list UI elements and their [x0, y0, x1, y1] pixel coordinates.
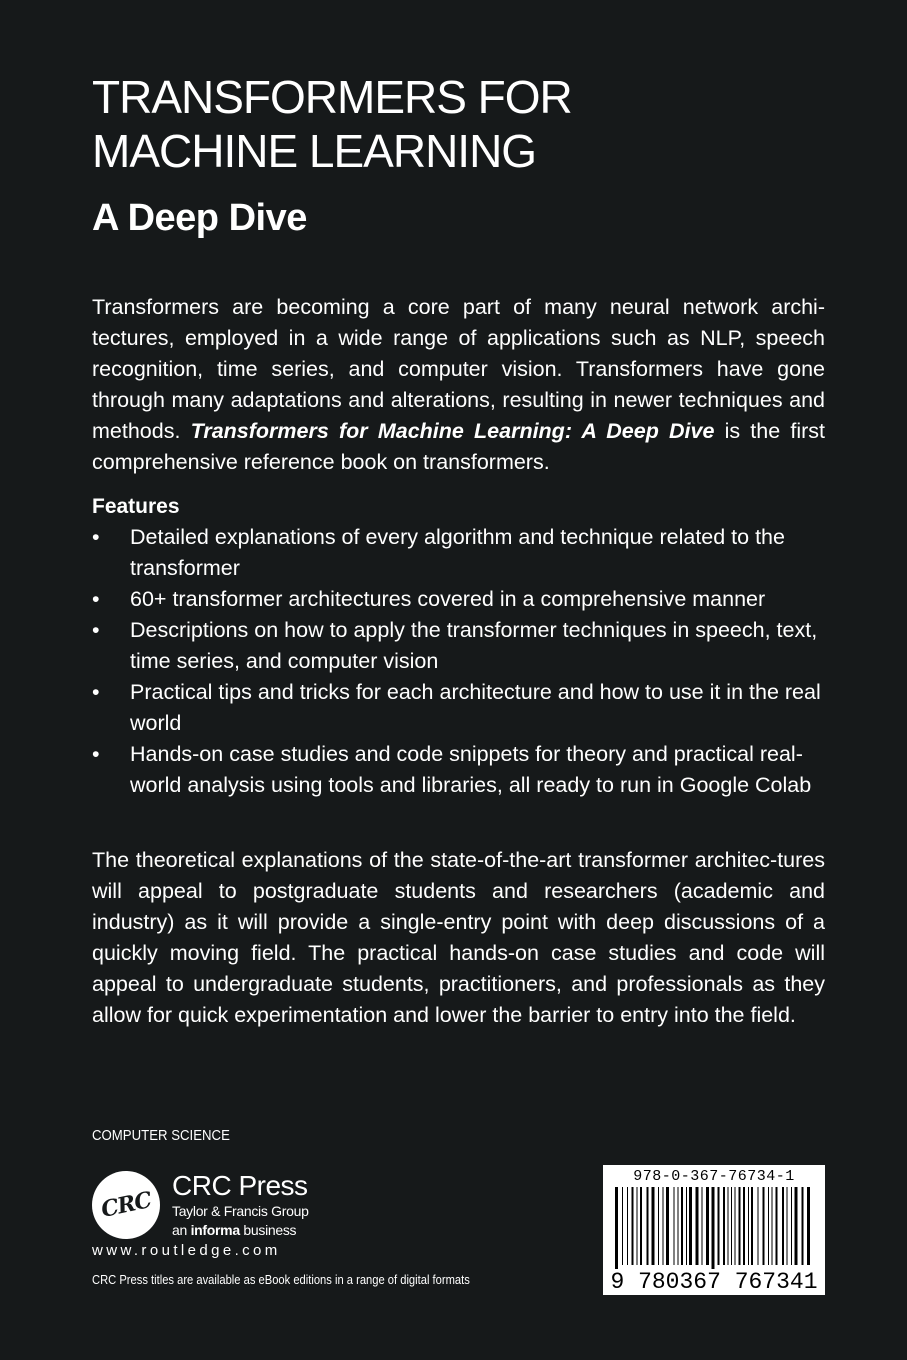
- barcode-bar: [787, 1187, 788, 1265]
- barcode-bar: [622, 1187, 623, 1265]
- barcode-bar: [666, 1187, 669, 1265]
- audience-paragraph: The theoretical explanations of the state-of-the-art transformer architec-tures will appeal to postgraduate students and researchers (academic and industry) as it will provide a single-entry point with deep discussions of a quickly moving field. The practical hands-on case studies and code will appeal to undergraduate students, practitioners, and professionals as they allow for quick experimentation and lower the barrier to entry into the field.: [92, 848, 825, 1027]
- barcode-bar: [652, 1187, 655, 1265]
- barcode-bar: [776, 1187, 778, 1265]
- intro-paragraph: [92, 292, 825, 478]
- barcode-bar: [678, 1187, 679, 1265]
- barcode-bar: [627, 1187, 628, 1265]
- barcode-bar: [739, 1187, 741, 1265]
- bullet-icon: •: [92, 525, 100, 549]
- barcode-bar: [735, 1187, 736, 1265]
- feature-text: Hands-on case studies and code snippets for theory and practical real-world analysis using tools and libraries, all ready to run in Google Colab: [130, 742, 812, 797]
- barcode-bar: [674, 1187, 675, 1265]
- barcode-bar: [689, 1187, 692, 1265]
- barcode-bar: [718, 1187, 720, 1265]
- barcode-bar: [615, 1187, 618, 1269]
- isbn-digits: 9 780367 767341: [610, 1269, 818, 1295]
- barcode-bar: [681, 1187, 683, 1265]
- barcode-bar: [663, 1187, 664, 1265]
- feature-text: 60+ transformer architectures covered in a comprehensive manner: [130, 587, 766, 611]
- barcode-bar: [702, 1187, 703, 1265]
- barcode-bars-icon: [613, 1187, 815, 1269]
- barcode-bar: [782, 1187, 784, 1265]
- book-title: [92, 70, 572, 178]
- barcode-bar: [728, 1187, 729, 1265]
- barcode-bar: [723, 1187, 725, 1265]
- title-line-2: MACHINE LEARNING: [92, 125, 537, 177]
- barcode-bar: [647, 1187, 649, 1265]
- subject-category: COMPUTER SCIENCE: [92, 1127, 230, 1144]
- feature-item: [92, 584, 832, 615]
- publisher-name: CRC Press: [172, 1170, 308, 1201]
- feature-item: [92, 677, 832, 739]
- crc-logo-icon: [92, 1171, 160, 1239]
- features-list: [92, 522, 832, 801]
- book-subtitle: A Deep Dive: [92, 197, 307, 239]
- barcode-bar: [748, 1187, 749, 1265]
- barcode-bar: [743, 1187, 745, 1265]
- barcode-bar: [772, 1187, 773, 1265]
- features-section: [92, 491, 832, 801]
- barcode-bar: [791, 1187, 792, 1265]
- feature-text: Descriptions on how to apply the transformer techniques in speech, text, time series, and computer vision: [130, 618, 818, 673]
- isbn-barcode: [603, 1165, 825, 1295]
- barcode-bar: [706, 1187, 709, 1265]
- barcode-bar: [658, 1187, 659, 1265]
- barcode-bar: [807, 1187, 810, 1265]
- barcode-bar: [802, 1187, 804, 1265]
- barcode-bar: [640, 1187, 642, 1265]
- feature-text: Practical tips and tricks for each architecture and how to use it in the real world: [130, 680, 821, 735]
- intro-text-after: is the first comprehensive reference book on transformers.: [92, 419, 825, 474]
- feature-text: Detailed explanations of every algorithm and technique related to the transformer: [130, 525, 785, 580]
- publisher-website: www.routledge.com: [92, 1242, 281, 1259]
- title-line-1: TRANSFORMERS FOR: [92, 71, 572, 123]
- barcode-bar: [763, 1187, 765, 1265]
- publisher-business: [172, 1221, 296, 1239]
- features-heading: Features: [92, 495, 180, 518]
- publisher-group: Taylor & Francis Group: [172, 1203, 309, 1219]
- bullet-icon: •: [92, 680, 100, 704]
- intro-text-before: Transformers are becoming a core part of many neural network archi-tectures, employed in a wide range of applications such as NLP, speech recognition, time series, and computer vision. Transformers have gone through many adaptations and alterations, resulting in newer techniques and methods.: [92, 295, 825, 443]
- barcode-bar: [758, 1187, 759, 1265]
- business-prefix: an: [172, 1222, 191, 1238]
- feature-item: [92, 615, 832, 677]
- barcode-bar: [768, 1187, 769, 1265]
- barcode-bar: [632, 1187, 634, 1265]
- barcode-bar: [712, 1187, 715, 1269]
- isbn-hyphenated: 978-0-367-76734-1: [633, 1168, 795, 1185]
- barcode-bar: [637, 1187, 638, 1265]
- ebook-note: CRC Press titles are available as eBook editions in a range of digital formats: [92, 1272, 470, 1287]
- business-suffix: business: [239, 1222, 297, 1238]
- business-bold: informa: [190, 1222, 240, 1238]
- barcode-bar: [686, 1187, 687, 1265]
- barcode-bar: [696, 1187, 699, 1265]
- bullet-icon: •: [92, 742, 100, 766]
- barcode-bar: [795, 1187, 798, 1265]
- bullet-icon: •: [92, 587, 100, 611]
- intro-book-title: Transformers for Machine Learning: A Deep Dive: [190, 419, 715, 443]
- barcode-bar: [731, 1187, 732, 1265]
- feature-item: [92, 522, 832, 584]
- crc-logo-text: CRC: [98, 1187, 154, 1223]
- bullet-icon: •: [92, 618, 100, 642]
- feature-item: [92, 739, 832, 801]
- barcode-bar: [751, 1187, 753, 1265]
